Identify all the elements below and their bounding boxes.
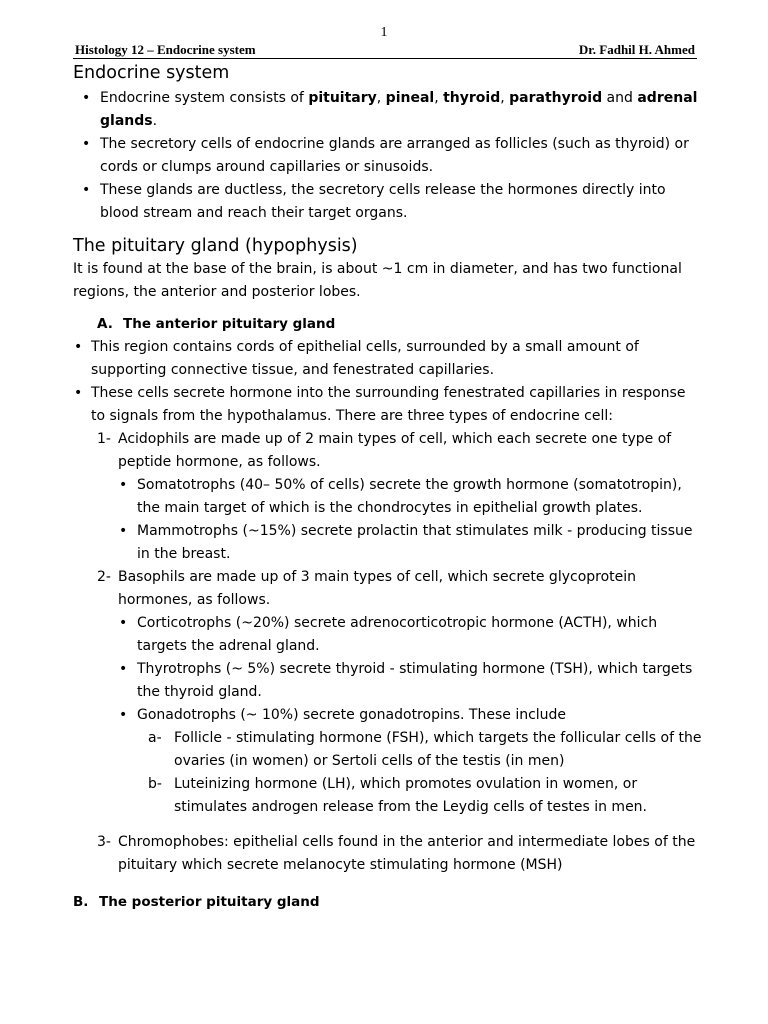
alpha-text: Follicle - stimulating hormone (FSH), which targets the follicular cells of the ovaries (in women) or Sertoli cells of the testis (in men) bbox=[174, 730, 702, 769]
running-header bbox=[73, 42, 697, 59]
bullet-thyrotrophs: • Thyrotrophs (~ 5%) secrete thyroid - stimulating hormone (TSH), which targets the thyroid gland. bbox=[137, 658, 703, 704]
subheading-anterior bbox=[73, 313, 703, 336]
header-author: Dr. Fadhil H. Ahmed bbox=[578, 42, 695, 57]
bold-parathyroid: parathyroid bbox=[509, 90, 603, 106]
subheading-text: The anterior pituitary gland bbox=[123, 316, 336, 332]
pituitary-intro: It is found at the base of the brain, is about ~1 cm in diameter, and has two functional regions, the anterior and posterior lobes. bbox=[73, 261, 682, 300]
bullet-gonadotrophs: • Gonadotrophs (~ 10%) secrete gonadotropins. These include bbox=[137, 704, 703, 727]
spacer bbox=[73, 819, 703, 831]
basophils-sublist bbox=[73, 612, 703, 727]
text-run: , bbox=[434, 90, 444, 106]
subheading-label: B. bbox=[73, 894, 89, 910]
bullet-corticotrophs: • Corticotrophs (~20%) secrete adrenocorticotropic hormone (ACTH), which targets the adrenal gland. bbox=[137, 612, 703, 658]
item-number: 2- bbox=[97, 569, 111, 585]
numbered-item-chromophobes bbox=[73, 831, 703, 877]
text-run: , bbox=[500, 90, 510, 106]
alpha-label: a- bbox=[148, 730, 162, 746]
subheading-label: A. bbox=[97, 316, 113, 332]
text-run: Endocrine system consists of bbox=[100, 90, 309, 106]
numbered-item-basophils bbox=[73, 566, 703, 612]
alpha-item-fsh bbox=[73, 727, 703, 773]
text-run: , bbox=[376, 90, 386, 106]
bullet-ductless: • These glands are ductless, the secretory cells release the hormones directly into blood stream and reach their target organs. bbox=[73, 179, 703, 225]
item-number: 3- bbox=[97, 834, 111, 850]
subheading-posterior bbox=[73, 891, 703, 914]
bold-pineal: pineal bbox=[385, 90, 435, 106]
bullet-mammotrophs: • Mammotrophs (~15%) secrete prolactin that stimulates milk - producing tissue in the breast. bbox=[137, 520, 703, 566]
text-run: . bbox=[152, 113, 158, 129]
subheading-text: The posterior pituitary gland bbox=[99, 894, 320, 910]
header-course-title: Histology 12 – Endocrine system bbox=[75, 42, 256, 57]
bold-adrenal-glands: adrenal glands bbox=[100, 90, 698, 129]
section-title-pituitary: The pituitary gland (hypophysis) bbox=[73, 236, 358, 256]
item-text: Basophils are made up of 3 main types of cell, which secrete glycoprotein hormones, as follows. bbox=[118, 569, 637, 608]
text-run: and bbox=[602, 90, 638, 106]
acidophils-sublist bbox=[73, 474, 703, 566]
numbered-item-acidophils bbox=[73, 428, 703, 474]
bullet-cords: • This region contains cords of epithelial cells, surrounded by a small amount of supporting connective tissue, and fenestrated capillaries. bbox=[73, 336, 703, 382]
bullet-secretory-cells: • The secretory cells of endocrine glands are arranged as follicles (such as thyroid) or cords or clumps around capillaries or sinusoids. bbox=[73, 133, 703, 179]
bold-thyroid: thyroid bbox=[443, 90, 501, 106]
bullet-somatotrophs: • Somatotrophs (40– 50% of cells) secrete the growth hormone (somatotropin), the main target of which is the chondrocytes in epithelial growth plates. bbox=[137, 474, 703, 520]
page-number: 1 bbox=[380, 25, 388, 40]
document-body bbox=[73, 61, 703, 914]
alpha-text: Luteinizing hormone (LH), which promotes ovulation in women, or stimulates androgen release from the Leydig cells of testes in men. bbox=[174, 776, 648, 815]
alpha-item-lh bbox=[73, 773, 703, 819]
item-number: 1- bbox=[97, 431, 111, 447]
item-text: Acidophils are made up of 2 main types of cell, which each secrete one type of peptide hormone, as follows. bbox=[118, 431, 672, 470]
bullet-glands-list bbox=[73, 87, 703, 133]
bullet-secrete-hormone: • These cells secrete hormone into the surrounding fenestrated capillaries in response to signals from the hypothalamus. There are three types of endocrine cell: bbox=[73, 382, 703, 428]
bold-pituitary: pituitary bbox=[308, 90, 377, 106]
anterior-bullet-list bbox=[73, 336, 703, 428]
endocrine-bullet-list bbox=[73, 87, 703, 225]
section-title-endocrine-system: Endocrine system bbox=[73, 63, 230, 83]
alpha-label: b- bbox=[148, 776, 162, 792]
item-text: Chromophobes: epithelial cells found in the anterior and intermediate lobes of the pituitary which secrete melanocyte stimulating hormone (MSH) bbox=[118, 834, 696, 873]
